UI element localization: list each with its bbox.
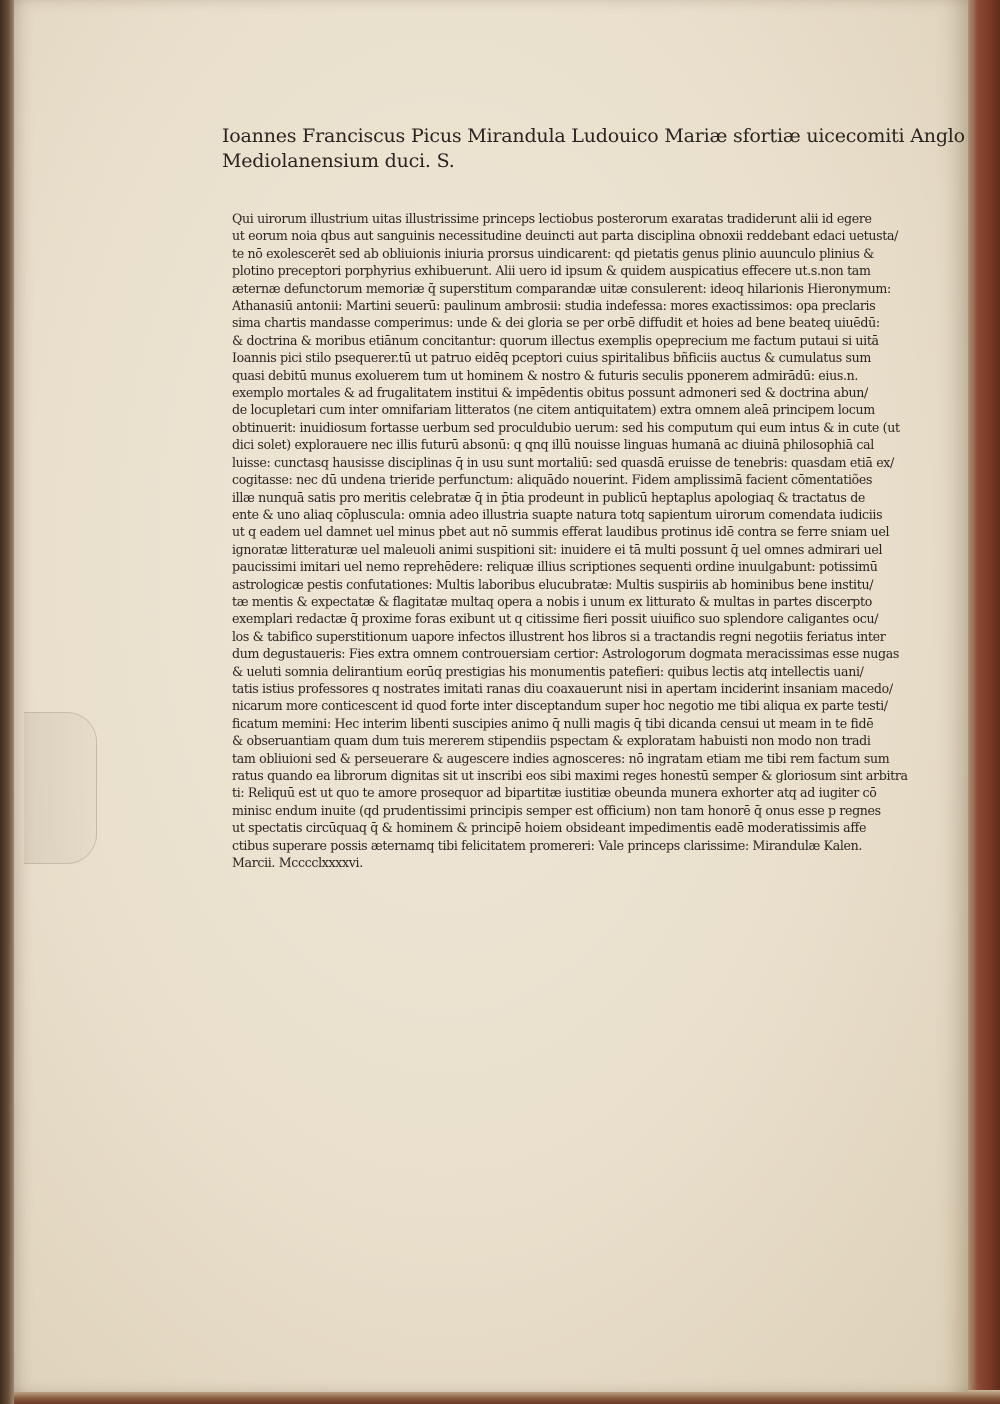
body-line: æternæ defunctorum memoriæ q̄ superstitum comparandæ uitæ consulerent: ideoq hilarionis Hieronymum: xyxy=(232,280,891,296)
body-line: quasi debitū munus exoluerem tum ut hominem & nostro & futuris seculis pponerem admirādū: eius.n. xyxy=(232,367,859,383)
body-line: ut eorum noia qbus aut sanguinis necessitudine deuincti aut parta disciplina obnoxii reddebant edaci uetusta/ xyxy=(232,228,899,244)
body-line: astrologicæ pestis confutationes: Multis laboribus elucubratæ: Multis suspiriis ab hominibus bene institu/ xyxy=(232,576,874,592)
body-line: cogitasse: nec dū undena trieride perfunctum: aliquādo nouerint. Fidem amplissimā facient cōmentatiões xyxy=(232,472,873,488)
body-line: te nō exolescerēt sed ab obliuionis iniuria prorsus uindicarent: qd pietatis genus plinio auunculo plinius & xyxy=(232,245,874,261)
body-line: exemplari redactæ q̄ proxime foras exibunt ut q citissime fieri possit uiuifico suo splendore caligantes ocu/ xyxy=(232,611,879,627)
book-gutter xyxy=(0,0,14,1404)
body-line: plotino preceptori porphyrius exhibuerunt. Alii uero id ipsum & quidem auspicatius effecere ut.s.non tam xyxy=(232,263,871,279)
heading-line: Mediolanensium duci. S. xyxy=(222,150,455,172)
body-line: paucissimi imitari uel nemo reprehēdere: reliquæ illius scriptiones sequenti ordine inuulgabunt: potissimū xyxy=(232,559,878,575)
body-line: & doctrina & moribus etiānum concitantur: quorum illectus exemplis opeprecium me factum putaui si uitā xyxy=(232,332,879,348)
body-line: sima chartis mandasse comperimus: unde & dei gloria se per orbē diffudit et hoies ad bene beateq uiuēdū: xyxy=(232,315,880,331)
body-line: tæ mentis & expectatæ & flagitatæ multaq opera a nobis i unum ex litturato & multas in partes discerpto xyxy=(232,593,872,609)
body-line: ignoratæ litteraturæ uel maleuoli animi suspitioni sit: inuidere ei tā multi possunt q̄ uel omnes admirari uel xyxy=(232,541,883,557)
body-line: minisc endum inuite (qd prudentissimi principis semper est officium) non tam honorē q̄ onus esse p regnes xyxy=(232,802,881,818)
body-line: ente & uno aliaq cōplusculа: omnia adeo illustria suapte natura totq sapientum uirorum comendata iudiciis xyxy=(232,506,883,522)
body-line: los & tabifico superstitionum uapore infectos illustrent hos libros si a tractandis regni negotiis feriatus inter xyxy=(232,628,886,644)
body-line: Marcii. Mcccclxxxxvi. xyxy=(232,855,363,871)
page-clip-shadow xyxy=(24,712,97,864)
body-line: ut spectatis circūquaq q̄ & hominem & principē hoiem obsideant impedimentis eadē moderatissimis affe xyxy=(232,820,867,836)
body-line: obtinuerit: inuidiosum fortasse uerbum sed proculdubio uerum: sed his computum qui eum intus & in cute (ut xyxy=(232,419,900,435)
heading-line: Ioannes Franciscus Picus Mirandula Ludouico Mariæ sfortiæ uicecomiti Anglo xyxy=(222,125,965,147)
body-line: dici solet) explorauere nec illis futurū absonū: q qnq illū nouisse linguas humanā ac diuinā philosophiā cal xyxy=(232,437,874,453)
body-line: nicarum more conticescent id quod forte inter disceptandum super hoc negotio me tibi aliqua ex parte testi/ xyxy=(232,698,888,714)
body-line: luisse: cunctasq hausisse disciplinas q̄ in usu sunt mortaliū: sed quasdā eruisse de tenebris: quasdam etiā ex/ xyxy=(232,454,894,470)
body-line: ratus quando ea librorum dignitas sit ut inscribi eos sibi maximi reges honestū semper & gloriosum sint arbitra xyxy=(232,768,908,783)
body-line: tatis istius professores q nostrates imitati ranas diu coaxauerunt nisi in apertam inciderint insaniam macedo/ xyxy=(232,680,893,696)
body-line: & obseruantiam quam dum tuis mererem stipendiis pspectam & exploratam habuisti non modo non tradi xyxy=(232,733,871,749)
dedication-heading xyxy=(222,124,965,174)
body-line: & ueluti somnia delirantium eorūq prestigias his monumentis patefieri: quibus lectis atq intellectis uani/ xyxy=(232,663,864,679)
body-line: illæ nunquā satis pro meritis celebratæ q̄ in p̄tia prodeunt in publicū heptaplus apologiaq & tractatus de xyxy=(232,489,866,505)
body-line: Athanasiū antonii: Martini seuerū: paulinum ambrosii: studia indefessa: mores exactissimos: opa preclaris xyxy=(232,298,876,314)
body-line: Ioannis pici stilo psequerer.tū ut patruo eidēq pceptori cuius spiritalibus bñficiis auctus & cumulatus sum xyxy=(232,350,871,366)
body-line: de locupletari cum inter omnifariam litteratos (ne citem antiquitatem) extra omnem aleā principem locum xyxy=(232,402,875,418)
body-line: ut q eadem uel damnet uel minus pbet aut nō summis efferat laudibus protinus idē contra se ferre sniam uel xyxy=(232,524,890,540)
book-edge-bottom xyxy=(14,1390,1000,1404)
body-line: tam obliuioni sed & perseuerare & augescere indies agnosceres: nō ingratam etiam me tibi rem factum sum xyxy=(232,750,890,766)
body-line: exemplo mortales & ad frugalitatem institui & impēdentis obitus possunt admoneri sed & doctrina abun/ xyxy=(232,385,868,401)
body-line: ficatum memini: Hec interim libenti suscipies animo q̄ nulli magis q̄ tibi dicanda censui ut meam in te fidē xyxy=(232,715,874,731)
body-line: ti: Reliquū est ut quo te amore prosequor ad bipartitæ iustitiæ obeunda munera exhorter atq ad iugiter cō xyxy=(232,785,877,801)
body-line: ctibus superare possis æternamq tibi felicitatem promereri: Vale princeps clarissime: Mirandulæ Kalen. xyxy=(232,837,863,853)
book-edge-right xyxy=(966,0,1000,1404)
dedication-body xyxy=(232,210,920,871)
body-line: Qui uirorum illustrium uitas illustrissime princeps lectiobus posterorum exaratas tradiderunt alii id egere xyxy=(232,211,872,226)
body-line: dum degustaueris: Fies extra omnem controuersiam certior: Astrologorum dogmata meracissimas esse nugas xyxy=(232,646,899,662)
